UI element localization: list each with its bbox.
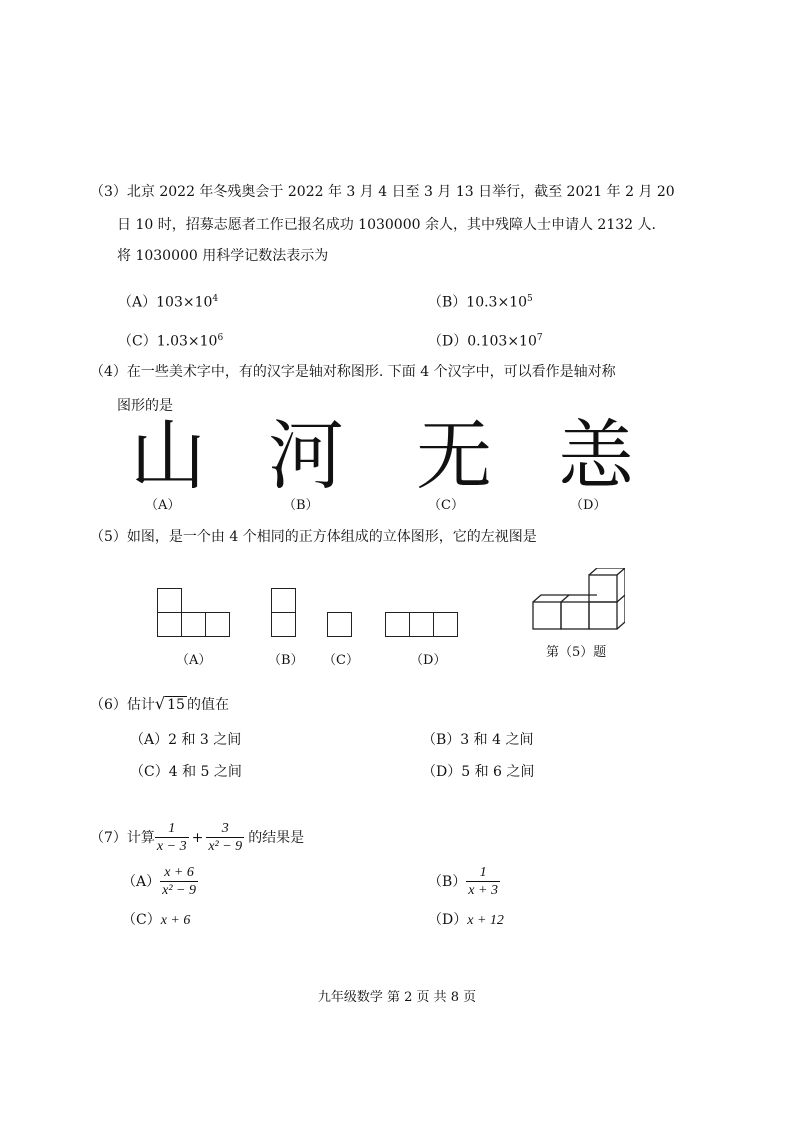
q4-char-d: 恙 [558, 411, 634, 500]
q5-label-b: （B） [268, 653, 304, 668]
q3-option-b: $(B)10.3\times 10^5$ [428, 294, 533, 311]
q4-label-b: （B） [283, 498, 319, 513]
q6-option-c: （C）4 和 5 之间 [130, 764, 242, 780]
q5-label-a: （A） [176, 653, 212, 668]
q7-stem: （7）计算 $\frac{1}{x - 3}$ + $\frac{3}{\text{x² − 9}}$ 的结果是 [90, 821, 305, 854]
q4-label-a: （A） [145, 498, 181, 513]
q4-char-a: 山 [130, 411, 206, 500]
q4-line1: （4）在一些美术字中，有的汉字是轴对称图形. 下面 4 个汉字中，可以看作是轴对称 [90, 364, 616, 380]
q6-option-a: （A）2 和 3 之间 [130, 732, 242, 748]
q5-label-c: （C） [323, 653, 359, 668]
q5-cube-figure [525, 568, 625, 638]
q5-line1: （5）如图，是一个由 4 个相同的正方体组成的立体图形，它的左视图是 [90, 529, 537, 545]
q3-line3: 将 1030000 用科学记数法表示为 [117, 248, 329, 264]
q5-label-d: （D） [410, 653, 447, 668]
q5-caption: 第（5）题 [546, 645, 607, 660]
q7-option-b: （B） $\frac{1}{x + 3}$ [428, 865, 498, 898]
q6-stem: （6）估计√ 15 的值在 [90, 694, 229, 713]
q4-char-b: 河 [268, 411, 344, 500]
q6-option-d: （D）5 和 6 之间 [422, 764, 535, 780]
q3-line2: 日 10 时，招募志愿者工作已报名成功 1030000 余人，其中残障人士申请人 2132 人. [117, 217, 656, 233]
q4-char-c: 无 [416, 411, 492, 500]
q3-option-c: $(C)1.03\times 10^6$ [118, 333, 224, 350]
q3-option-d: $(D)0.103\times 10^7$ [428, 333, 543, 350]
q3-option-a: $(A)103\times 10^4$ [118, 294, 219, 311]
q3-line1: （3）北京 2022 年冬残奥会于 2022 年 3 月 4 日至 3 月 13 日举行，截至 2021 年 2 月 20 [90, 184, 675, 200]
q6-radicand: 15 [167, 697, 185, 713]
q4-label-c: （C） [428, 498, 464, 513]
q4-label-d: （D） [570, 498, 607, 513]
q4-line2: 图形的是 [117, 398, 173, 414]
q7-option-a: （A） $\frac{x + 6}{\text{x² − 9}}$ [122, 865, 196, 898]
q7-option-c: （C）x + 6 [122, 912, 191, 928]
q7-fraction-1: $\frac{1}{x - 3}$ [156, 821, 187, 854]
q7-option-d: （D）x + 12 [428, 912, 504, 928]
q6-option-b: （B）3 和 4 之间 [422, 732, 534, 748]
page-footer: 九年级数学 第 2 页 共 8 页 [317, 990, 477, 1005]
q7-fraction-2: $\frac{3}{\text{x² − 9}}$ [208, 821, 243, 854]
